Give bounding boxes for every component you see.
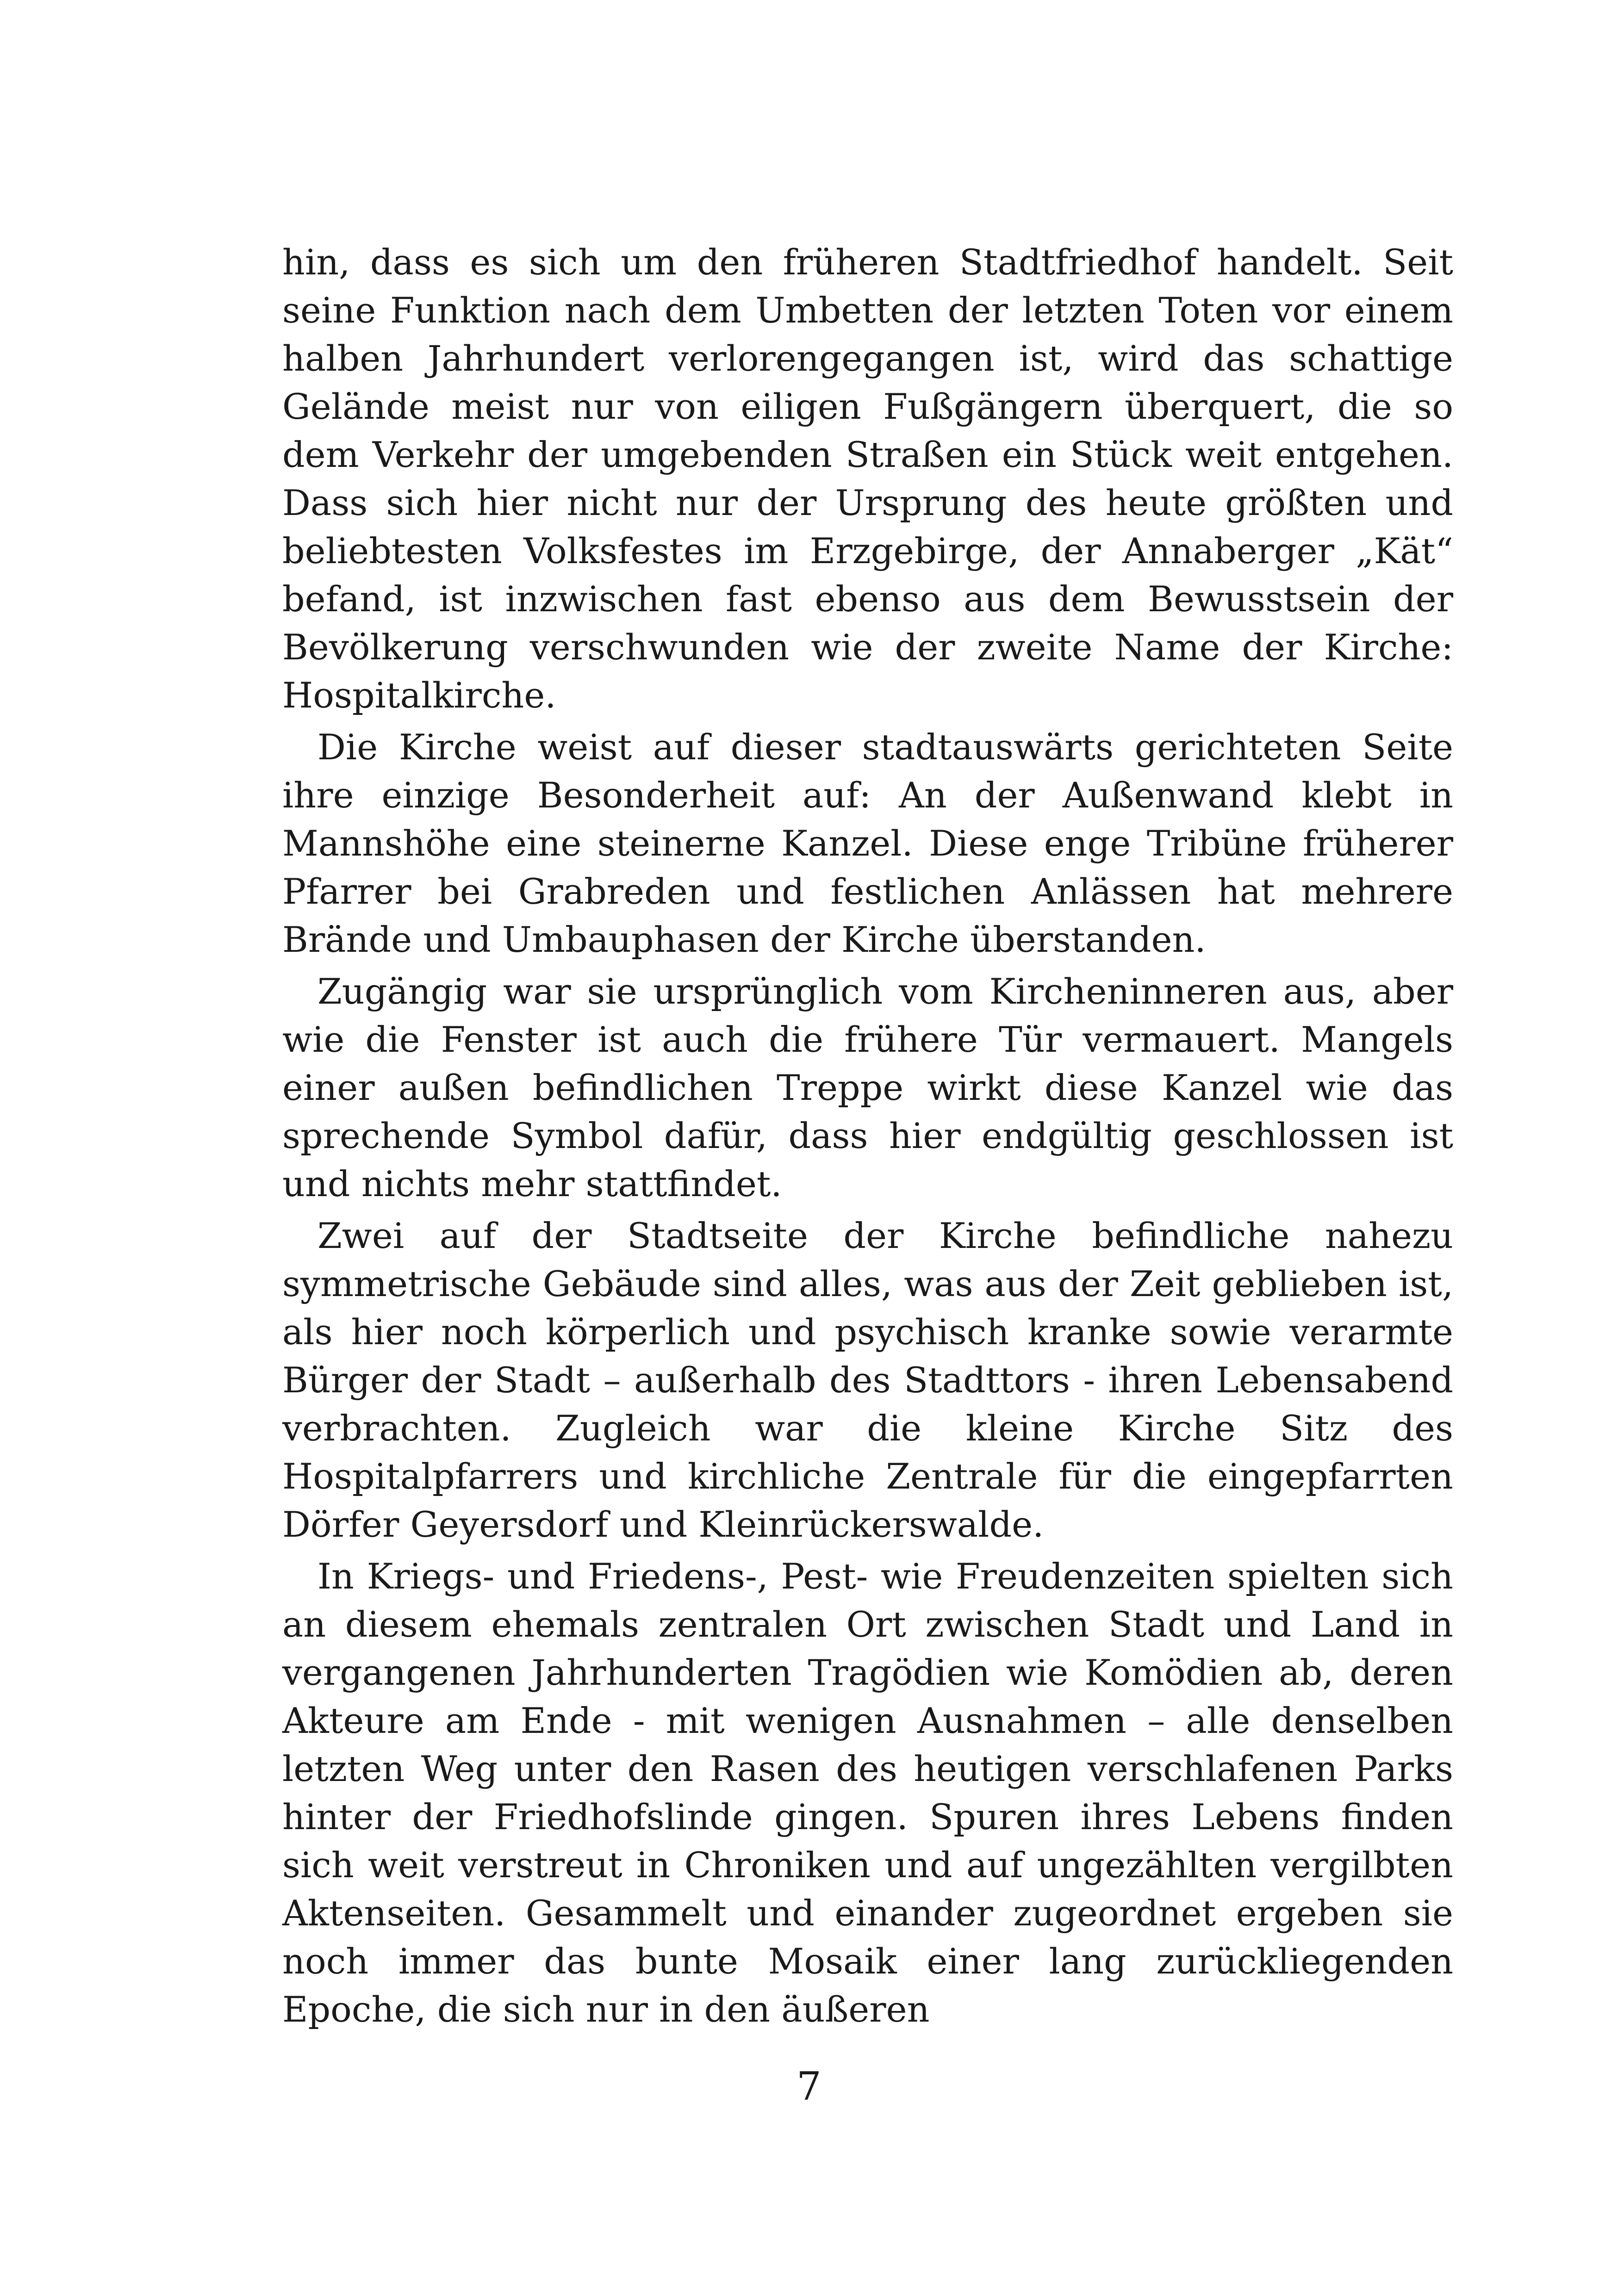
- page-number: 7: [797, 2064, 821, 2109]
- paragraph-2: Die Kirche weist auf dieser stadtauswärts gerichteten Seite ihre einzige Besonderheit auf: An der Außenwand klebt in Mannshöhe eine steinerne Kanzel. Diese enge Tribüne früherer Pfarrer bei Grabreden und festlichen Anlässen hat mehrere Brände und Umbauphasen der Kirche überstanden.: [282, 726, 1453, 960]
- paragraph-5: In Kriegs- und Friedens-, Pest- wie Freudenzeiten spielten sich an diesem ehemals zentralen Ort zwischen Stadt und Land in vergangenen Jahrhunderten Tragödien wie Komödien ab, deren Akteure am Ende - mit wenigen Ausnahmen – alle denselben letzten Weg unter den Rasen des heutigen verschlafenen Parks hinter der Friedhofslinde gingen. Spuren ihres Lebens finden sich weit verstreut in Chroniken und auf ungezählten vergilbten Aktenseiten. Gesammelt und einander zugeordnet ergeben sie noch immer das bunte Mosaik einer lang zurückliegenden Epoche, die sich nur in den äußeren: [282, 1556, 1453, 2030]
- paragraph-3: Zugängig war sie ursprünglich vom Kircheninneren aus, aber wie die Fenster ist auch die frühere Tür vermauert. Mangels einer außen befindlichen Treppe wirkt diese Kanzel wie das sprechende Symbol dafür, dass hier endgültig geschlossen ist und nichts mehr stattfindet.: [282, 971, 1453, 1204]
- paragraph-4: Zwei auf der Stadtseite der Kirche befindliche nahezu symmetrische Gebäude sind alles, was aus der Zeit geblieben ist, als hier noch körperlich und psychisch kranke sowie verarmte Bürger der Stadt – außerhalb des Stadttors - ihren Lebensabend verbrachten. Zugleich war die kleine Kirche Sitz des Hospitalpfarrers und kirchliche Zentrale für die eingepfarrten Dörfer Geyersdorf und Kleinrückerswalde.: [282, 1215, 1453, 1545]
- paragraph-1: hin, dass es sich um den früheren Stadtfriedhof handelt. Seit seine Funktion nach dem Umbetten der letzten Toten vor einem halben Jahrhundert verlorengegangen ist, wird das schattige Gelände meist nur von eiligen Fußgängern überquert, die so dem Verkehr der umgebenden Straßen ein Stück weit entgehen. Dass sich hier nicht nur der Ursprung des heute größten und beliebtesten Volksfestes im Erzgebirge, der Annaberger „Kät“ befand, ist inzwischen fast ebenso aus dem Bewusstsein der Bevölkerung verschwunden wie der zweite Name der Kirche: Hospitalkirche.: [282, 242, 1453, 716]
- body-text: [282, 238, 1453, 2037]
